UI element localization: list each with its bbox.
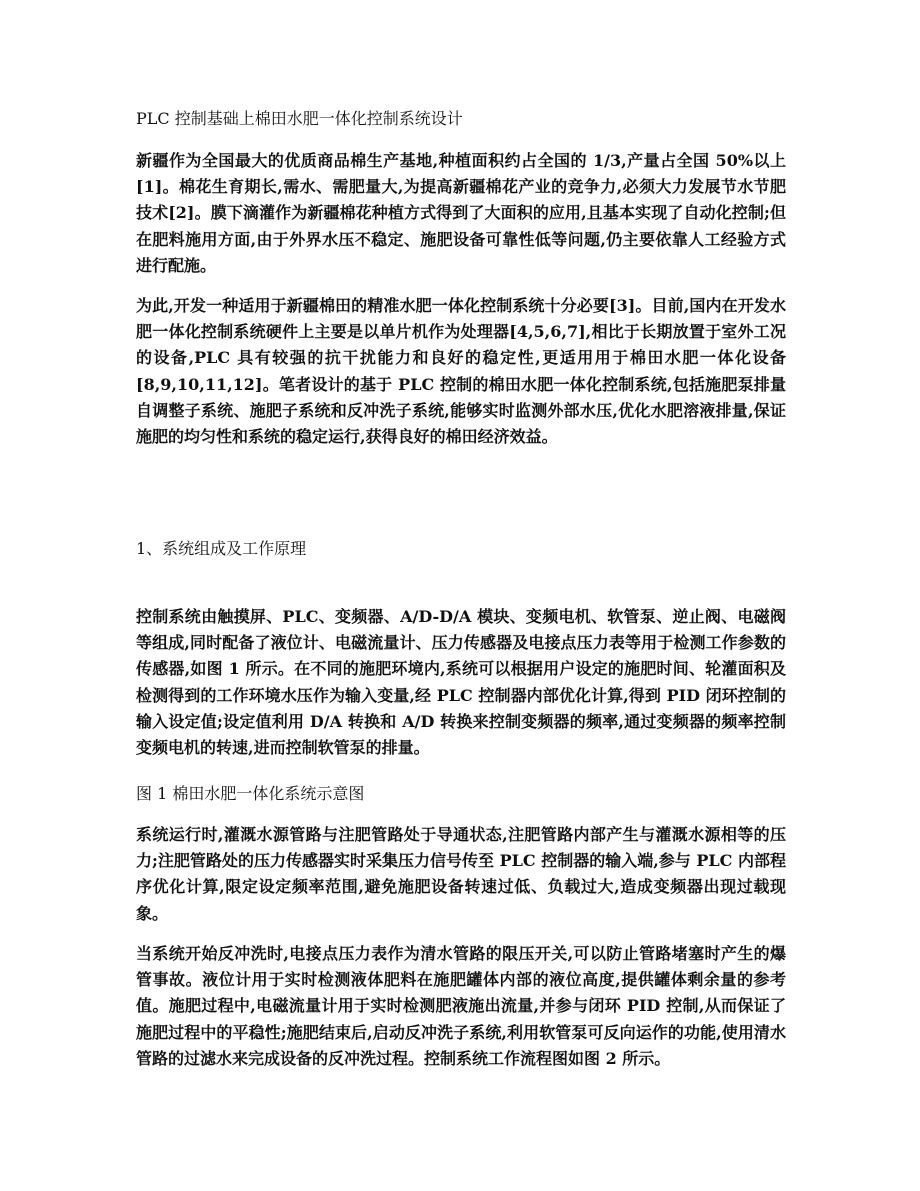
figure-caption: 图 1 棉田水肥一体化系统示意图 — [136, 784, 365, 803]
section-heading: 1、系统组成及工作原理 — [136, 539, 307, 558]
section-paragraph-3: 当系统开始反冲洗时,电接点压力表作为清水管路的限压开关,可以防止管路堵塞时产生的爆管事故。液位计用于实时检测液体肥料在施肥罐体内部的液位高度,提供罐体剩余量的参考值。施肥过程中,电磁流量计用于实时检测肥液施出流量,并参与闭环 PID 控制,从而保证了施肥过程中的平稳性;施肥结束后,启动反冲洗子系统,利用软管泵可反向运作的功能,使用清水管路的过滤水来完成设备的反冲洗过程。控制系统工作流程图如图 2 所示。 — [136, 944, 786, 1068]
section-paragraph-1: 控制系统由触摸屏、PLC、变频器、A/D-D/A 模块、变频电机、软管泵、逆止阀、电磁阀等组成,同时配备了液位计、电磁流量计、压力传感器及电接点压力表等用于检测工作参数的传感器,如图 1 所示。在不同的施肥环境内,系统可以根据用户设定的施肥时间、轮灌面积及检测得到的工作环境水压作为输入变量,经 PLC 控制器内部优化计算,得到 PID 闭环控制的输入设定值;设定值利用 D/A 转换和 A/D 转换来控制变频器的频率,通过变频器的频率控制变频电机的转速,进而控制软管泵的排量。 — [136, 607, 786, 758]
intro-paragraph-1: 新疆作为全国最大的优质商品棉生产基地,种植面积约占全国的 1/3,产量占全国 50%以上[1]。棉花生育期长,需水、需肥量大,为提高新疆棉花产业的竞争力,必须大力发展节水节肥技术[2]。膜下滴灌作为新疆棉花种植方式得到了大面积的应用,且基本实现了自动化控制;但在肥料施用方面,由于外界水压不稳定、施肥设备可靠性低等问题,仍主要依靠人工经验方式进行配施。 — [136, 151, 786, 275]
section-paragraph-2: 系统运行时,灌溉水源管路与注肥管路处于导通状态,注肥管路内部产生与灌溉水源相等的压力;注肥管路处的压力传感器实时采集压力信号传至 PLC 控制器的输入端,参与 PLC 内部程序优化计算,限定设定频率范围,避免施肥设备转速过低、负载过大,造成变频器出现过载现象。 — [136, 825, 786, 923]
document-title: PLC 控制基础上棉田水肥一体化控制系统设计 — [136, 109, 463, 128]
intro-paragraph-2: 为此,开发一种适用于新疆棉田的精准水肥一体化控制系统十分必要[3]。目前,国内在开发水肥一体化控制系统硬件上主要是以单片机作为处理器[4,5,6,7],相比于长期放置于室外工况的设备,PLC 具有较强的抗干扰能力和良好的稳定性,更适用用于棉田水肥一体化设备[8,9,10,11,12]。笔者设计的基于 PLC 控制的棉田水肥一体化控制系统,包括施肥泵排量自调整子系统、施肥子系统和反冲洗子系统,能够实时监测外部水压,优化水肥溶液排量,保证施肥的均匀性和系统的稳定运行,获得良好的棉田经济效益。 — [136, 296, 786, 447]
